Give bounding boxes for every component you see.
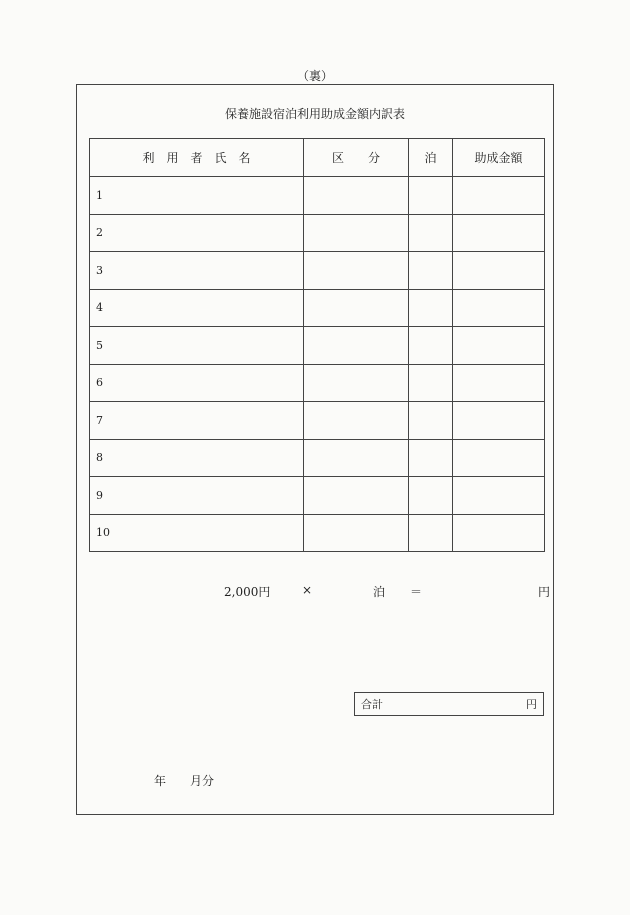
nights-cell[interactable] — [409, 364, 453, 402]
table-row — [90, 289, 545, 327]
row-number[interactable]: 1 — [90, 177, 304, 215]
row-number[interactable]: 4 — [90, 289, 304, 327]
row-number[interactable]: 5 — [90, 327, 304, 365]
category-cell[interactable] — [304, 327, 409, 365]
table-row — [90, 252, 545, 290]
yen-unit: 円 — [538, 585, 551, 599]
category-cell[interactable] — [304, 214, 409, 252]
amount-cell[interactable] — [453, 177, 545, 215]
table-row — [90, 214, 545, 252]
equals-sign: ＝ — [410, 585, 423, 599]
nights-cell[interactable] — [409, 439, 453, 477]
category-cell[interactable] — [304, 177, 409, 215]
nights-cell[interactable] — [409, 289, 453, 327]
category-cell[interactable] — [304, 289, 409, 327]
reverse-side-label: （裏） — [296, 69, 333, 83]
year-label: 年 — [154, 774, 167, 788]
row-number[interactable]: 7 — [90, 402, 304, 440]
month-label: 月分 — [190, 774, 215, 788]
times-sign: × — [302, 583, 313, 597]
row-number[interactable]: 9 — [90, 477, 304, 515]
amount-cell[interactable] — [453, 477, 545, 515]
row-number[interactable]: 8 — [90, 439, 304, 477]
amount-cell[interactable] — [453, 364, 545, 402]
table-row — [90, 177, 545, 215]
nights-cell[interactable] — [409, 214, 453, 252]
category-cell[interactable] — [304, 439, 409, 477]
table-row — [90, 402, 545, 440]
amount-cell[interactable] — [453, 439, 545, 477]
row-number[interactable]: 2 — [90, 214, 304, 252]
amount-cell[interactable] — [453, 327, 545, 365]
total-label: 合計 — [361, 698, 383, 711]
row-number[interactable]: 3 — [90, 252, 304, 290]
total-box[interactable] — [354, 692, 544, 716]
header-nights: 泊 — [409, 139, 453, 177]
form-title: 保養施設宿泊利用助成金額内訳表 — [224, 107, 405, 121]
nights-cell[interactable] — [409, 177, 453, 215]
category-cell[interactable] — [304, 364, 409, 402]
category-cell[interactable] — [304, 514, 409, 552]
nights-cell[interactable] — [409, 514, 453, 552]
total-yen-unit: 円 — [526, 698, 537, 711]
table-row — [90, 477, 545, 515]
row-number[interactable]: 10 — [90, 514, 304, 552]
amount-cell[interactable] — [453, 514, 545, 552]
row-number[interactable]: 6 — [90, 364, 304, 402]
category-cell[interactable] — [304, 402, 409, 440]
amount-cell[interactable] — [453, 289, 545, 327]
header-category: 区 分 — [304, 139, 409, 177]
nights-cell[interactable] — [409, 402, 453, 440]
table-row — [90, 514, 545, 552]
table-row — [90, 439, 545, 477]
category-cell[interactable] — [304, 252, 409, 290]
nights-unit: 泊 — [373, 585, 386, 599]
unit-price: 2,000円 — [224, 585, 271, 599]
nights-cell[interactable] — [409, 327, 453, 365]
breakdown-table — [89, 138, 545, 552]
amount-cell[interactable] — [453, 214, 545, 252]
table-row — [90, 364, 545, 402]
table-row — [90, 327, 545, 365]
amount-cell[interactable] — [453, 402, 545, 440]
category-cell[interactable] — [304, 477, 409, 515]
header-subsidy-amount: 助成金額 — [453, 139, 545, 177]
header-user-name: 利 用 者 氏 名 — [90, 139, 304, 177]
nights-cell[interactable] — [409, 477, 453, 515]
amount-cell[interactable] — [453, 252, 545, 290]
nights-cell[interactable] — [409, 252, 453, 290]
table-header-row — [90, 139, 545, 177]
